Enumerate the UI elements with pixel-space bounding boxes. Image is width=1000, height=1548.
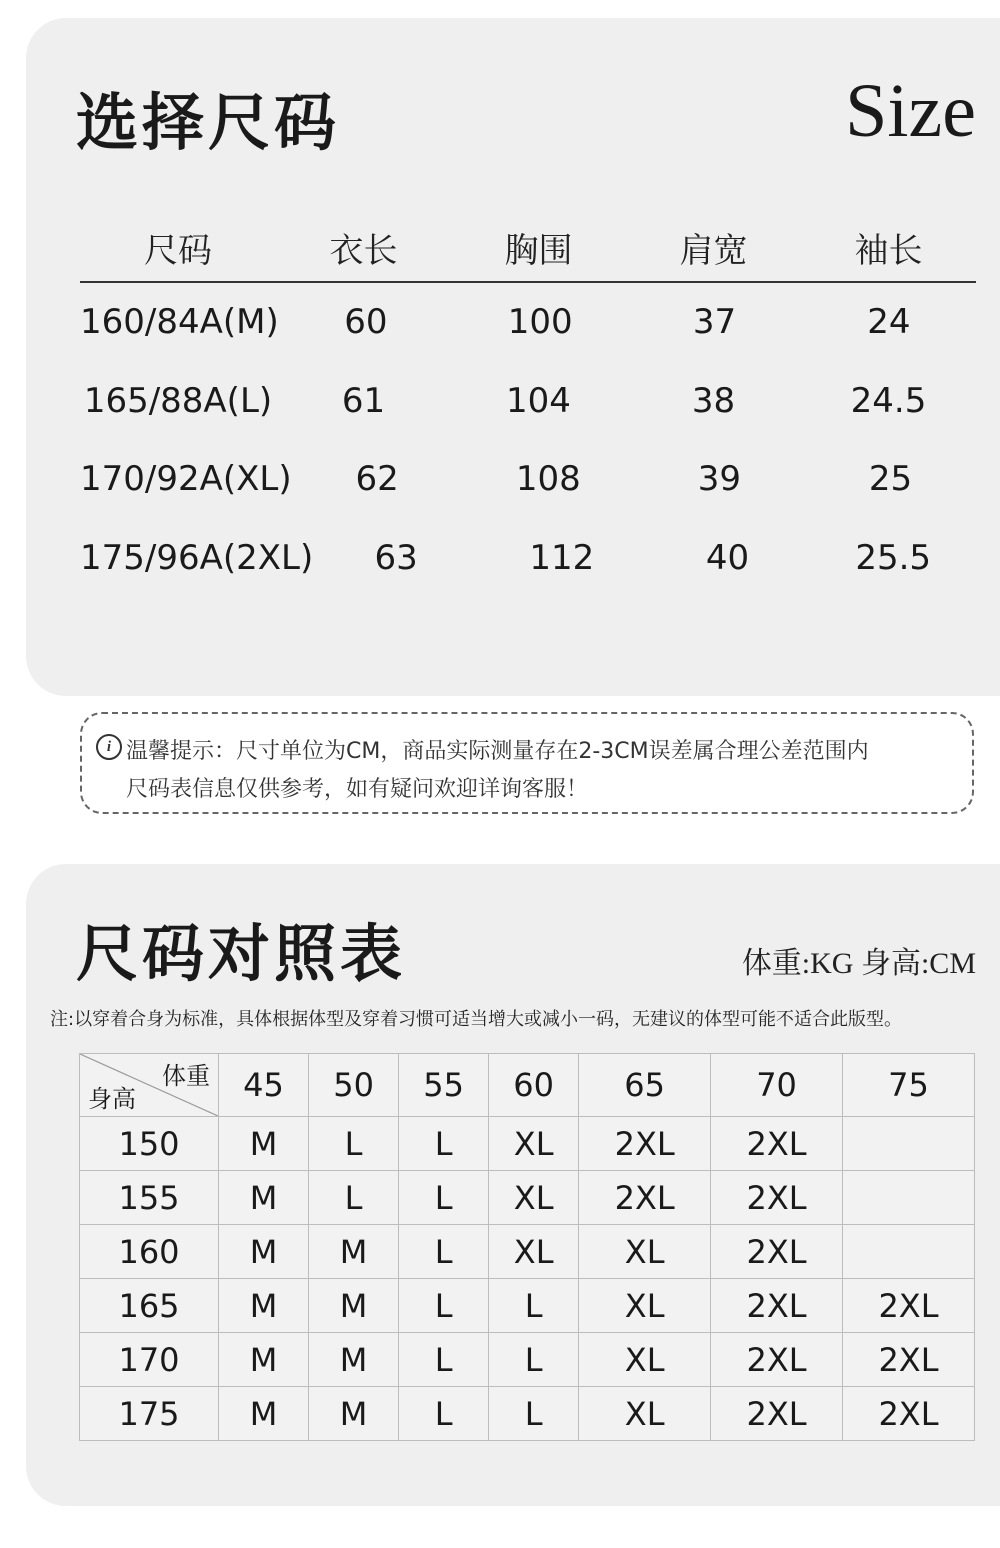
measure-cell: 37 (692, 302, 737, 343)
size-cell: M (219, 1387, 309, 1441)
size-chart-table (79, 1053, 975, 1441)
chart-row (80, 1171, 975, 1225)
size-table (80, 213, 976, 597)
size-table-row (80, 440, 976, 519)
header-cell: 尺码 (144, 230, 212, 271)
chart-row (80, 1387, 975, 1441)
size-cell: XL (489, 1225, 579, 1279)
size-cell: L (309, 1171, 399, 1225)
height-cell: 150 (80, 1117, 219, 1171)
size-cell: L (399, 1387, 489, 1441)
weight-header-cell: 70 (711, 1054, 843, 1117)
chart-row (80, 1279, 975, 1333)
size-table-row (80, 362, 976, 441)
size-cell: M (309, 1279, 399, 1333)
info-icon: i (96, 734, 122, 760)
measure-cell: 61 (341, 380, 386, 421)
height-cell: 155 (80, 1171, 219, 1225)
header-cell: 袖长 (854, 230, 923, 271)
size-card (26, 18, 1000, 696)
measure-cell: 62 (355, 459, 399, 500)
measure-cell: 63 (374, 537, 418, 578)
measure-cell: 40 (705, 537, 750, 578)
size-cell: M (309, 1225, 399, 1279)
unit-label: 体重:KG 身高:CM (741, 947, 976, 980)
size-label-cell: 160/84A(M) (80, 302, 279, 343)
tip-line: 温馨提示：尺寸单位为CM，商品实际测量存在2-3CM误差属合理公差范围内 (126, 739, 869, 764)
size-cell: 2XL (711, 1171, 843, 1225)
size-cell: 2XL (579, 1117, 711, 1171)
size-table-row (80, 519, 976, 598)
height-cell: 175 (80, 1387, 219, 1441)
size-title-en: Size (845, 69, 976, 153)
size-cell: M (309, 1387, 399, 1441)
size-cell: 2XL (579, 1171, 711, 1225)
chart-row (80, 1225, 975, 1279)
size-cell: L (399, 1171, 489, 1225)
weight-header-cell: 60 (489, 1054, 579, 1117)
measure-cell: 25.5 (855, 537, 932, 578)
height-cell: 170 (80, 1333, 219, 1387)
measure-cell: 39 (697, 459, 741, 500)
size-cell: L (309, 1117, 399, 1171)
size-cell: 2XL (843, 1279, 975, 1333)
size-cell: L (489, 1387, 579, 1441)
size-title: 选择尺码 (76, 86, 341, 159)
corner-cell (80, 1054, 219, 1117)
size-cell: XL (579, 1333, 711, 1387)
size-table-body (80, 283, 976, 597)
size-table-row (80, 283, 976, 362)
weight-header-cell: 50 (309, 1054, 399, 1117)
size-cell (843, 1225, 975, 1279)
size-cell: M (219, 1225, 309, 1279)
size-cell: M (219, 1333, 309, 1387)
measure-cell: 38 (691, 380, 736, 421)
measure-cell: 24 (867, 302, 911, 343)
height-cell: 160 (80, 1225, 219, 1279)
weight-header-cell: 65 (579, 1054, 711, 1117)
size-cell (843, 1171, 975, 1225)
size-cell: XL (489, 1171, 579, 1225)
measure-cell: 24.5 (850, 380, 927, 421)
chart-row (80, 1117, 975, 1171)
size-cell: M (309, 1333, 399, 1387)
measure-cell: 25 (868, 459, 913, 500)
weight-header-cell: 75 (843, 1054, 975, 1117)
measure-cell: 60 (344, 302, 388, 343)
size-cell: 2XL (711, 1225, 843, 1279)
size-cell: L (399, 1225, 489, 1279)
size-cell: XL (579, 1279, 711, 1333)
size-cell: L (399, 1279, 489, 1333)
size-cell: L (489, 1333, 579, 1387)
size-cell: M (219, 1117, 309, 1171)
measure-cell: 104 (506, 380, 571, 421)
chart-row (80, 1333, 975, 1387)
size-cell: XL (579, 1387, 711, 1441)
size-table-header (80, 213, 976, 283)
size-cell: XL (579, 1225, 711, 1279)
size-cell: L (489, 1279, 579, 1333)
corner-height-label: 身高 (88, 1085, 136, 1113)
size-cell: L (399, 1333, 489, 1387)
size-label-cell: 170/92A(XL) (80, 459, 292, 500)
weight-header-cell: 45 (219, 1054, 309, 1117)
size-cell: 2XL (843, 1333, 975, 1387)
size-cell: XL (489, 1117, 579, 1171)
tip-box (80, 712, 974, 814)
size-label-cell: 175/96A(2XL) (80, 537, 314, 578)
size-cell: 2XL (711, 1387, 843, 1441)
measure-cell: 112 (529, 537, 595, 578)
size-cell (843, 1117, 975, 1171)
size-cell: 2XL (711, 1279, 843, 1333)
tip-line: 尺码表信息仅供参考，如有疑问欢迎详询客服！ (126, 777, 589, 802)
weight-header-cell: 55 (399, 1054, 489, 1117)
size-cell: 2XL (843, 1387, 975, 1441)
header-cell: 肩宽 (679, 230, 748, 271)
measure-cell: 108 (515, 459, 581, 500)
measure-cell: 100 (507, 302, 573, 343)
size-cell: L (399, 1117, 489, 1171)
size-cell: 2XL (711, 1117, 843, 1171)
header-cell: 衣长 (329, 230, 398, 271)
chart-header-row (80, 1054, 975, 1117)
chart-title: 尺码对照表 (76, 917, 407, 990)
size-label-cell: 165/88A(L) (83, 380, 273, 421)
corner-weight-label: 体重 (162, 1062, 210, 1090)
fit-note: 注:以穿着合身为标准，具体根据体型及穿着习惯可适当增大或减小一码，无建议的体型可能不适合此版型。 (50, 1009, 903, 1030)
header-cell: 胸围 (504, 230, 573, 271)
size-cell: M (219, 1279, 309, 1333)
size-cell: 2XL (711, 1333, 843, 1387)
size-cell: M (219, 1171, 309, 1225)
height-cell: 165 (80, 1279, 219, 1333)
